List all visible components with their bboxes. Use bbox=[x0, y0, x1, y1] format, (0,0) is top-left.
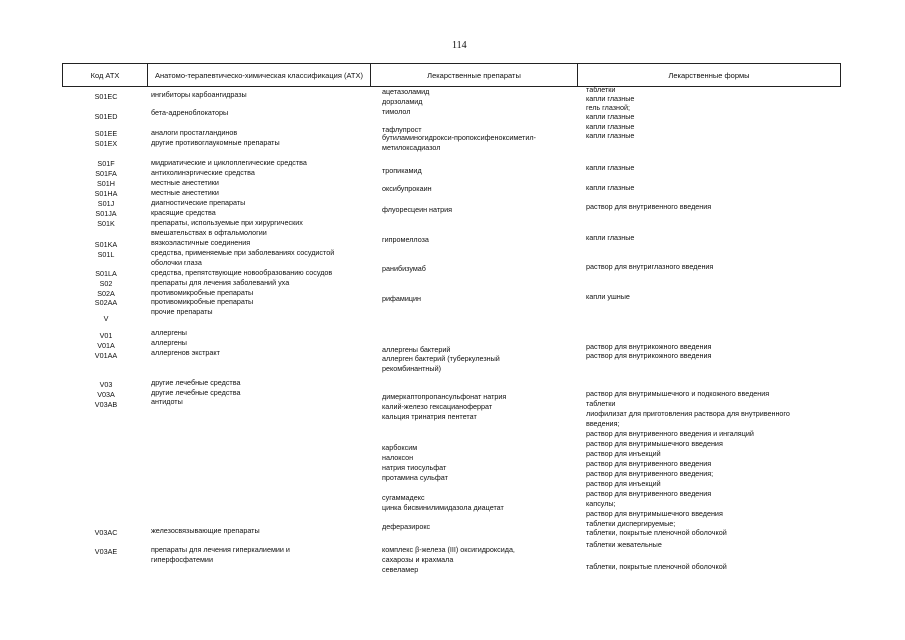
classification-line: противомикробные препараты bbox=[151, 288, 254, 297]
dosage-form: раствор для внутрикожного введения bbox=[586, 342, 712, 351]
dosage-form: капли глазные bbox=[586, 131, 635, 140]
atx-code: S01F bbox=[97, 159, 115, 168]
dosage-form: раствор для внутривенного введения; bbox=[586, 469, 714, 478]
drug-name: протамина сульфат bbox=[382, 473, 448, 482]
dosage-form: раствор для внутримышечного введения bbox=[586, 509, 723, 518]
classification-line: гиперфосфатемии bbox=[151, 555, 213, 564]
drug-name: налоксон bbox=[382, 453, 414, 462]
drug-name: аллерген бактерий (туберкулезный bbox=[382, 354, 500, 363]
atx-code: V bbox=[103, 314, 109, 323]
drug-name: сугаммадекс bbox=[382, 493, 425, 502]
atx-code: S01ED bbox=[94, 112, 118, 121]
dosage-form: капли глазные bbox=[586, 122, 635, 131]
drug-name: метилоксадиазол bbox=[382, 143, 441, 152]
classification-line: местные анестетики bbox=[151, 178, 219, 187]
drug-name: димеркаптопропансульфонат натрия bbox=[382, 392, 507, 401]
classification-line: другие лечебные средства bbox=[151, 378, 241, 387]
drug-name: калий-железо гексацианоферрат bbox=[382, 402, 493, 411]
atx-code: S01LA bbox=[95, 269, 117, 278]
dosage-form: таблетки диспергируемые; bbox=[586, 519, 676, 528]
classification-line: аллергены bbox=[151, 338, 187, 347]
atx-code: V01A bbox=[97, 341, 115, 350]
drug-name: дорзоламид bbox=[382, 97, 423, 106]
dosage-form: раствор для внутрикожного введения bbox=[586, 351, 712, 360]
dosage-form: раствор для внутривенного введения bbox=[586, 489, 712, 498]
dosage-form: лиофилизат для приготовления раствора для внутривенного bbox=[586, 409, 790, 418]
dosage-form: раствор для внутримышечного и подкожного введения bbox=[586, 389, 770, 398]
classification-line: аллергены bbox=[151, 328, 187, 337]
header-drugs: Лекарственные препараты bbox=[370, 63, 578, 87]
drug-name: рифамицин bbox=[382, 294, 421, 303]
classification-line: средства, препятствующие новообразованию сосудов bbox=[151, 268, 333, 277]
drug-name: флуоресцеин натрия bbox=[382, 205, 453, 214]
atx-code: V03AB bbox=[94, 400, 118, 409]
drug-name: аллергены бактерий bbox=[382, 345, 451, 354]
classification-line: ингибиторы карбоангидразы bbox=[151, 90, 247, 99]
dosage-form: раствор для внутривенного введения bbox=[586, 202, 712, 211]
dosage-form: введения; bbox=[586, 419, 620, 428]
classification-line: антихолинэргические средства bbox=[151, 168, 255, 177]
atx-code: S01HA bbox=[94, 189, 118, 198]
dosage-form: капли глазные bbox=[586, 94, 635, 103]
dosage-form: капли глазные bbox=[586, 233, 635, 242]
dosage-form: раствор для инъекций bbox=[586, 479, 661, 488]
drug-name: рекомбинантный) bbox=[382, 364, 441, 373]
dosage-form: раствор для внутриглазного введения bbox=[586, 262, 714, 271]
classification-line: препараты, используемые при хирургических bbox=[151, 218, 303, 227]
atx-code: V03AE bbox=[94, 547, 118, 556]
header-classification: Анатомо-терапевтическо-химическая классификация (АТХ) bbox=[147, 63, 371, 87]
dosage-form: раствор для внутривенного введения и ингаляций bbox=[586, 429, 754, 438]
classification-line: вмешательствах в офтальмологии bbox=[151, 228, 267, 237]
drug-name: тафлупрост bbox=[382, 125, 422, 134]
classification-line: средства, применяемые при заболеваниях сосудистой bbox=[151, 248, 335, 257]
classification-line: вязкоэластичные соединения bbox=[151, 238, 251, 247]
classification-line: мидриатические и циклоплегические средства bbox=[151, 158, 307, 167]
drug-name: деферазирокс bbox=[382, 522, 431, 531]
dosage-form: раствор для внутримышечного введения bbox=[586, 439, 723, 448]
dosage-form: таблетки bbox=[586, 85, 616, 94]
page-number: 114 bbox=[452, 40, 467, 51]
drug-name: комплекс β-железа (III) оксигидроксида, bbox=[382, 545, 515, 554]
classification-line: препараты для лечения заболеваний уха bbox=[151, 278, 290, 287]
atx-code: V03 bbox=[99, 380, 113, 389]
classification-line: местные анестетики bbox=[151, 188, 219, 197]
classification-line: диагностические препараты bbox=[151, 198, 246, 207]
atx-code: S01H bbox=[97, 179, 115, 188]
dosage-form: гель глазной; bbox=[586, 103, 631, 112]
atx-code: S02 bbox=[99, 279, 113, 288]
atx-code: S01FA bbox=[95, 169, 117, 178]
drug-name: тропикамид bbox=[382, 166, 422, 175]
atx-code: S01EC bbox=[94, 92, 118, 101]
classification-line: антидоты bbox=[151, 397, 183, 406]
drug-name: цинка бисвинилимидазола диацетат bbox=[382, 503, 504, 512]
atx-code: V03A bbox=[97, 390, 115, 399]
drug-name: оксибупрокаин bbox=[382, 184, 432, 193]
classification-line: аллергенов экстракт bbox=[151, 348, 220, 357]
classification-line: другие противоглаукомные препараты bbox=[151, 138, 280, 147]
header-code: Код АТХ bbox=[62, 63, 148, 87]
drug-name: севеламер bbox=[382, 565, 419, 574]
atx-code: S01L bbox=[97, 250, 115, 259]
dosage-form: таблетки bbox=[586, 399, 616, 408]
dosage-form: капли ушные bbox=[586, 292, 630, 301]
atx-code: S01EE bbox=[94, 129, 118, 138]
atx-code: S01K bbox=[97, 219, 115, 228]
atx-code: S01JA bbox=[95, 209, 117, 218]
atx-code: S02A bbox=[97, 289, 115, 298]
drug-name: карбоксим bbox=[382, 443, 418, 452]
drug-name: кальция тринатрия пентетат bbox=[382, 412, 477, 421]
dosage-form: таблетки, покрытые пленочной оболочкой bbox=[586, 528, 727, 537]
dosage-form: таблетки, покрытые пленочной оболочкой bbox=[586, 562, 727, 571]
atx-code: S02AA bbox=[94, 298, 118, 307]
classification-line: прочие препараты bbox=[151, 307, 213, 316]
atx-code: V01AA bbox=[94, 351, 118, 360]
classification-line: противомикробные препараты bbox=[151, 297, 254, 306]
atx-code: S01J bbox=[97, 199, 115, 208]
atx-code: V01 bbox=[99, 331, 113, 340]
dosage-form: раствор для внутривенного введения bbox=[586, 459, 712, 468]
dosage-form: капсулы; bbox=[586, 499, 616, 508]
drug-name: гипромеллоза bbox=[382, 235, 429, 244]
header-forms: Лекарственные формы bbox=[577, 63, 841, 87]
atx-code: S01EX bbox=[94, 139, 118, 148]
drug-name: натрия тиосульфат bbox=[382, 463, 447, 472]
atx-code: V03AC bbox=[94, 528, 118, 537]
drug-name: бутиламиногидрокси-пропоксифеноксиметил- bbox=[382, 133, 536, 142]
drug-name: тимолол bbox=[382, 107, 411, 116]
atx-code: S01KA bbox=[94, 240, 118, 249]
classification-line: препараты для лечения гиперкалиемии и bbox=[151, 545, 290, 554]
dosage-form: капли глазные bbox=[586, 112, 635, 121]
drug-name: сахарозы и крахмала bbox=[382, 555, 454, 564]
dosage-form: капли глазные bbox=[586, 163, 635, 172]
drug-name: ацетазоламид bbox=[382, 87, 430, 96]
classification-line: бета-адреноблокаторы bbox=[151, 108, 229, 117]
dosage-form: капли глазные bbox=[586, 183, 635, 192]
dosage-form: таблетки жевательные bbox=[586, 540, 662, 549]
dosage-form: раствор для инъекций bbox=[586, 449, 661, 458]
classification-line: железосвязывающие препараты bbox=[151, 526, 260, 535]
drug-name: ранибизумаб bbox=[382, 264, 426, 273]
classification-line: оболочки глаза bbox=[151, 258, 202, 267]
classification-line: красящие средства bbox=[151, 208, 216, 217]
classification-line: другие лечебные средства bbox=[151, 388, 241, 397]
classification-line: аналоги простагландинов bbox=[151, 128, 238, 137]
